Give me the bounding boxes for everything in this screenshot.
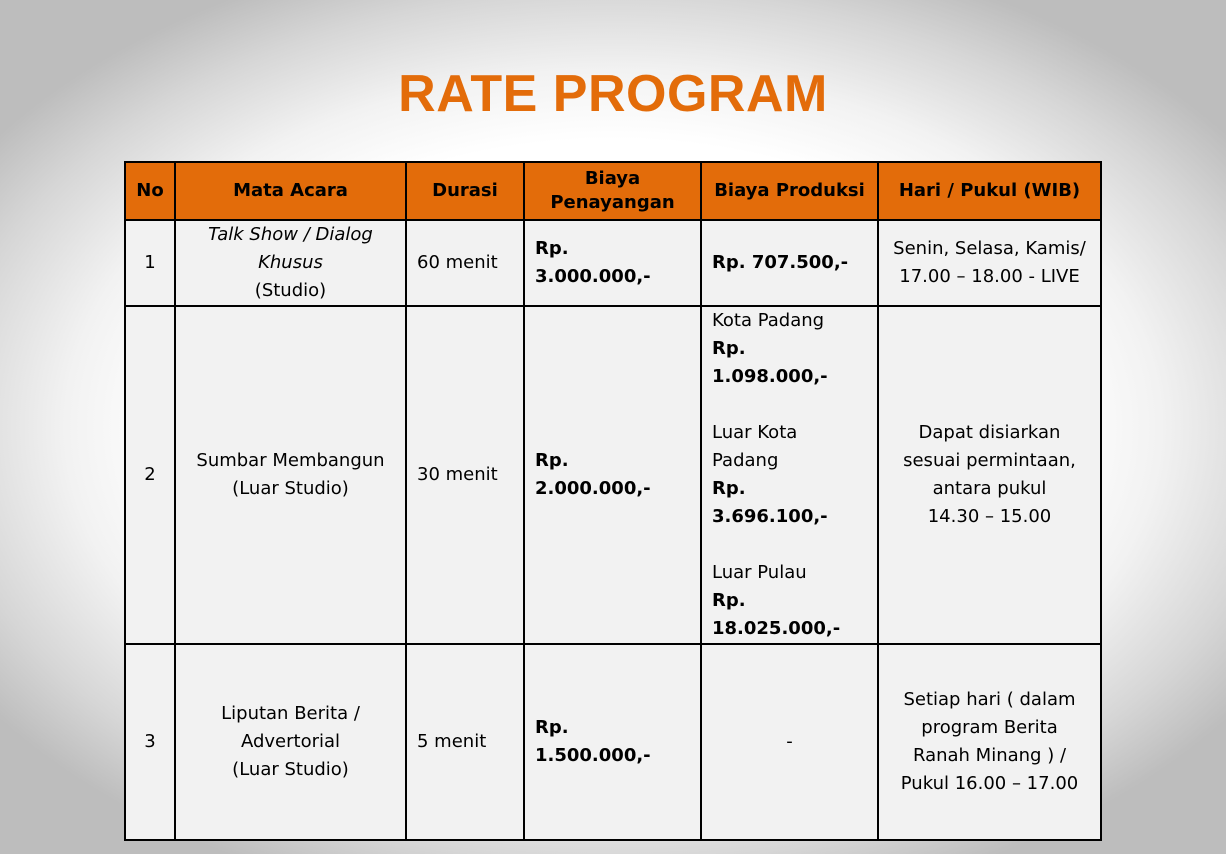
table-row xyxy=(125,306,1101,644)
header-biaya-penayangan xyxy=(524,162,701,220)
mata-acara-line1: Sumbar Membangun xyxy=(196,450,385,471)
cell-mata-acara xyxy=(175,220,406,306)
cell-durasi: 30 menit xyxy=(406,306,524,644)
hari-line2: program Berita xyxy=(921,717,1058,738)
cell-hari-pukul xyxy=(878,306,1101,644)
mata-acara-line3: (Luar Studio) xyxy=(232,759,349,780)
spacer xyxy=(712,391,867,419)
cell-no: 2 xyxy=(125,306,175,644)
cell-durasi: 5 menit xyxy=(406,644,524,840)
hari-line2: 17.00 – 18.00 - LIVE xyxy=(899,266,1080,287)
table-header-row xyxy=(125,162,1101,220)
hari-line2: sesuai permintaan, xyxy=(903,450,1076,471)
header-hari-pukul: Hari / Pukul (WIB) xyxy=(878,162,1101,220)
table-row xyxy=(125,644,1101,840)
hari-line3: Ranah Minang ) / xyxy=(912,745,1067,766)
produksi-kota-label: Kota Padang xyxy=(712,310,825,331)
header-biaya-produksi: Biaya Produksi xyxy=(701,162,878,220)
rate-table xyxy=(124,161,1102,841)
cell-biaya-produksi: Rp. 707.500,- xyxy=(701,220,878,306)
hari-line3: antara pukul xyxy=(932,478,1047,499)
mata-acara-line3: (Studio) xyxy=(254,280,327,301)
mata-acara-line2: Advertorial xyxy=(240,731,341,752)
produksi-kota-value: Rp. 1.098.000,- xyxy=(712,338,828,387)
produksi-luar-kota-value: Rp. 3.696.100,- xyxy=(712,478,828,527)
cell-biaya-penayangan: Rp. 2.000.000,- xyxy=(524,306,701,644)
cell-biaya-penayangan: Rp. 1.500.000,- xyxy=(524,644,701,840)
produksi-luar-kota-label-line1: Luar Kota xyxy=(712,422,798,443)
cell-durasi: 60 menit xyxy=(406,220,524,306)
cell-no: 1 xyxy=(125,220,175,306)
header-biaya-penayangan-line2: Penayangan xyxy=(550,192,675,213)
table-row xyxy=(125,220,1101,306)
cell-mata-acara xyxy=(175,644,406,840)
cell-hari-pukul xyxy=(878,644,1101,840)
mata-acara-line1: Liputan Berita / xyxy=(221,703,360,724)
cell-biaya-penayangan: Rp. 3.000.000,- xyxy=(524,220,701,306)
mata-acara-line2: Khusus xyxy=(258,252,323,273)
cell-no: 3 xyxy=(125,644,175,840)
hari-line1: Setiap hari ( dalam xyxy=(903,689,1076,710)
cell-mata-acara xyxy=(175,306,406,644)
header-no: No xyxy=(125,162,175,220)
header-durasi: Durasi xyxy=(406,162,524,220)
cell-hari-pukul xyxy=(878,220,1101,306)
cell-biaya-produksi: - xyxy=(701,644,878,840)
produksi-luar-kota-label-line2: Padang xyxy=(712,450,779,471)
hari-line1: Dapat disiarkan xyxy=(918,422,1061,443)
spacer xyxy=(712,531,867,559)
cell-biaya-produksi xyxy=(701,306,878,644)
header-mata-acara: Mata Acara xyxy=(175,162,406,220)
mata-acara-line2: (Luar Studio) xyxy=(232,478,349,499)
header-biaya-penayangan-line1: Biaya xyxy=(584,168,641,189)
mata-acara-line1: Talk Show / Dialog xyxy=(208,224,373,245)
hari-line4: Pukul 16.00 – 17.00 xyxy=(900,773,1079,794)
hari-line4: 14.30 – 15.00 xyxy=(927,506,1052,527)
produksi-luar-pulau-value: Rp. 18.025.000,- xyxy=(712,590,841,639)
page-title: RATE PROGRAM xyxy=(398,65,828,123)
produksi-luar-pulau-label: Luar Pulau xyxy=(712,562,807,583)
hari-line1: Senin, Selasa, Kamis/ xyxy=(893,238,1086,259)
